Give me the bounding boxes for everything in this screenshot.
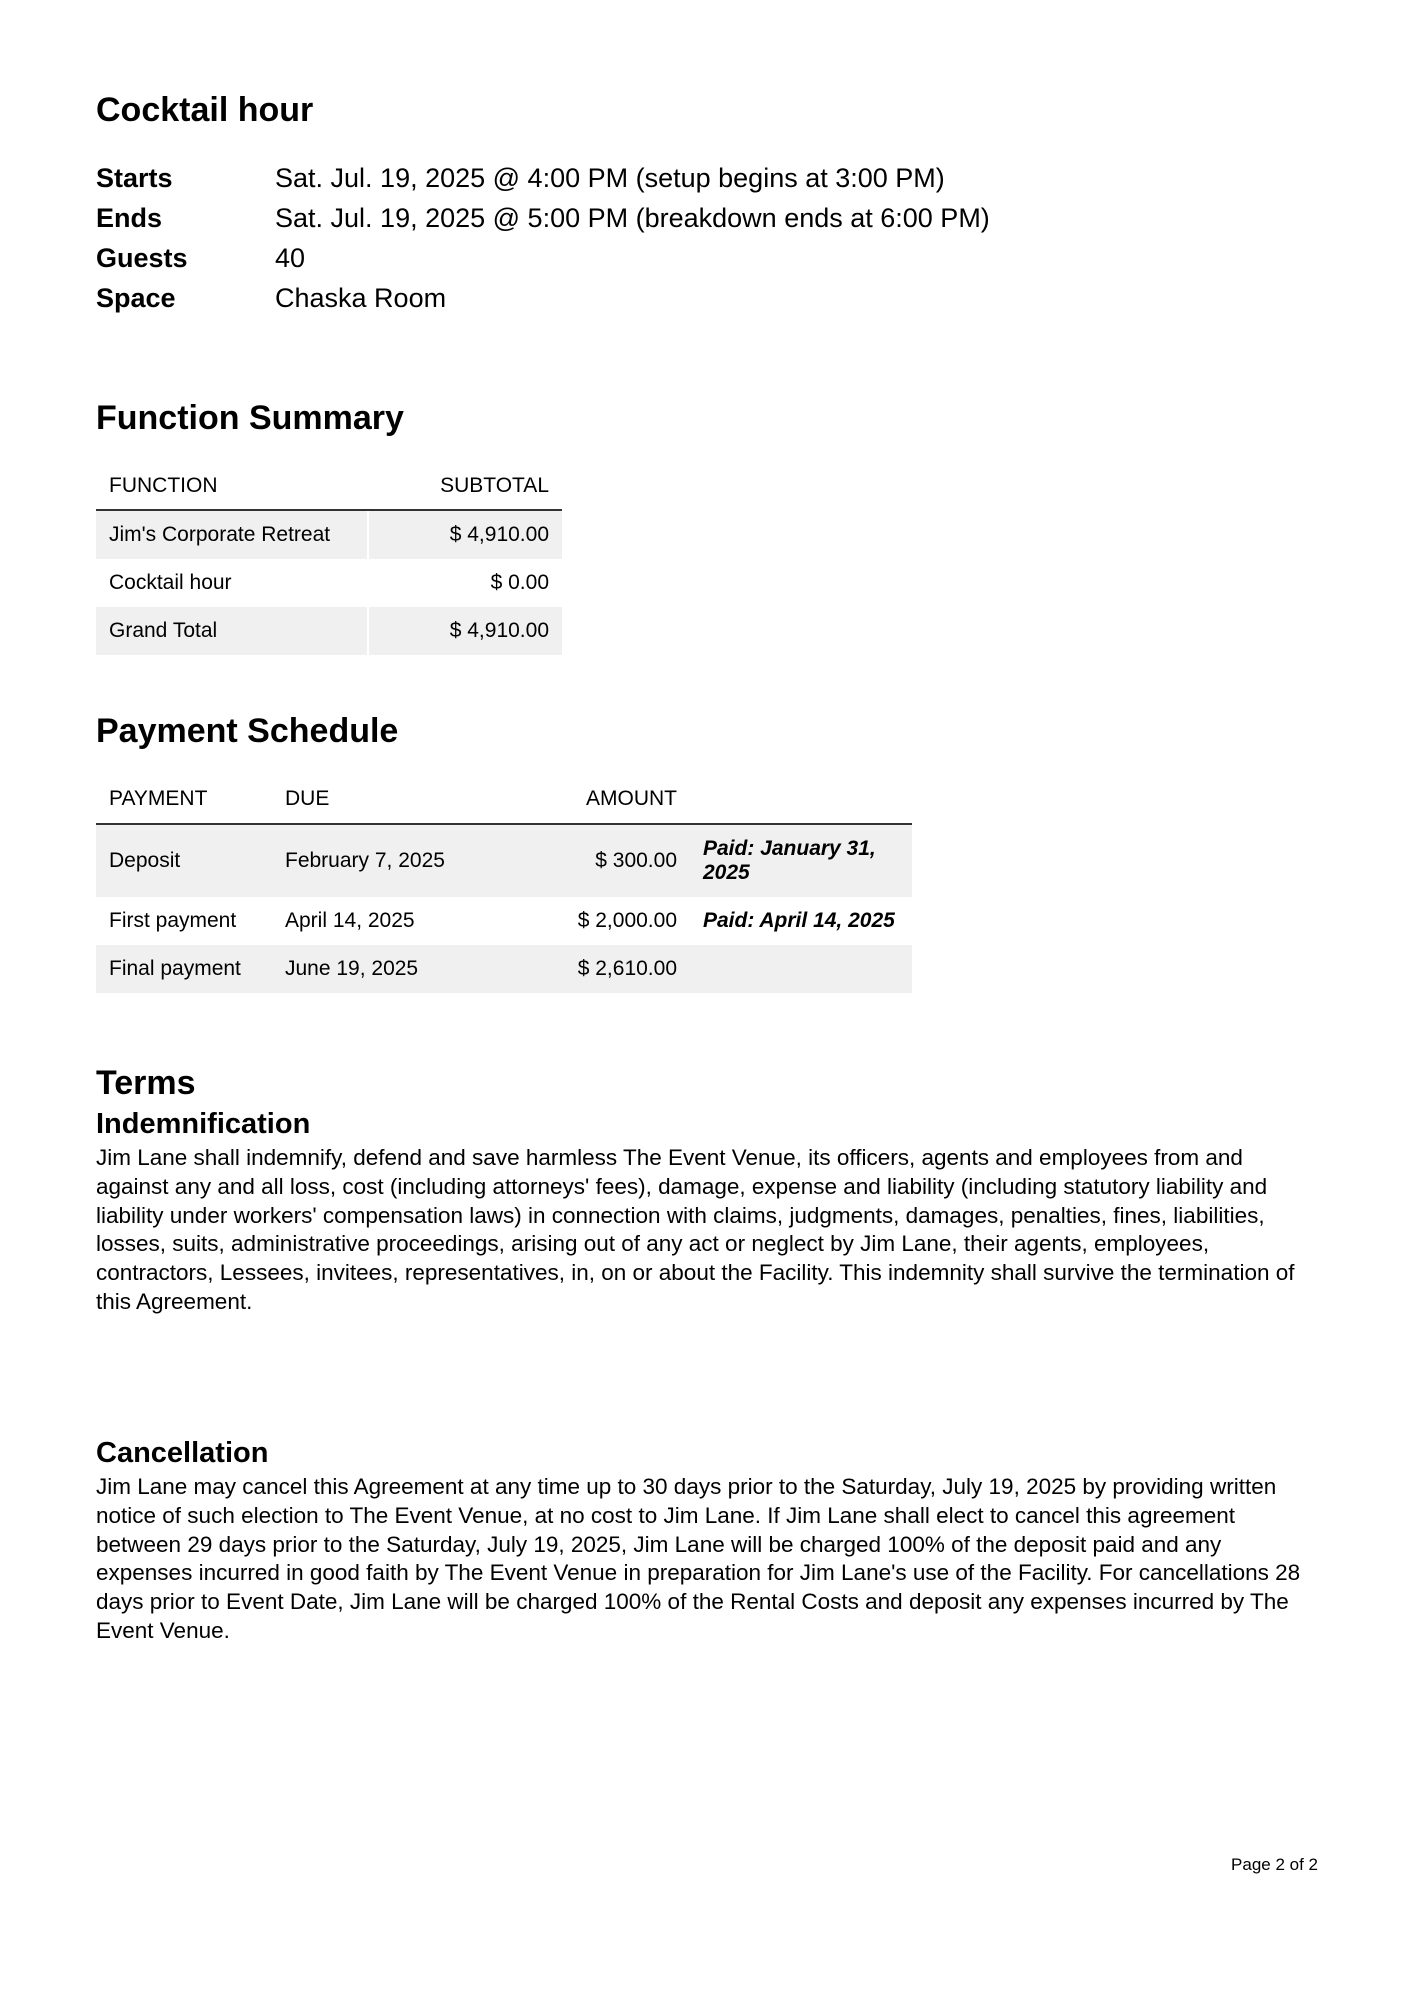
table-row <box>96 945 912 993</box>
paid-status-cell <box>690 945 912 993</box>
payment-schedule-title: Payment Schedule <box>96 712 399 750</box>
detail-value: Chaska Room <box>275 282 447 313</box>
column-header-status <box>690 774 912 824</box>
amount-cell: $ 2,610.00 <box>577 957 677 980</box>
event-details <box>96 158 990 318</box>
due-cell: June 19, 2025 <box>285 957 419 980</box>
detail-row-ends <box>96 198 990 238</box>
detail-value: Sat. Jul. 19, 2025 @ 4:00 PM (setup begins at 3:00 PM) <box>275 162 945 193</box>
function-summary-table <box>96 462 562 655</box>
table-row-grand-total <box>96 607 562 655</box>
table-row <box>96 897 912 945</box>
amount-cell: $ 300.00 <box>595 849 677 872</box>
detail-row-guests <box>96 238 990 278</box>
cancellation-title: Cancellation <box>96 1437 269 1469</box>
subtotal-cell: $ 4,910.00 <box>449 523 549 546</box>
function-cell: Grand Total <box>96 607 368 655</box>
due-cell: February 7, 2025 <box>285 849 445 872</box>
function-summary-title: Function Summary <box>96 399 404 437</box>
page-number: Page 2 of 2 <box>1231 1855 1318 1874</box>
detail-label: Starts <box>96 162 173 193</box>
subtotal-cell: $ 0.00 <box>490 571 549 594</box>
detail-label: Space <box>96 282 176 313</box>
table-row <box>96 824 912 897</box>
subtotal-cell: $ 4,910.00 <box>449 619 549 642</box>
detail-value: Sat. Jul. 19, 2025 @ 5:00 PM (breakdown ends at 6:00 PM) <box>275 202 990 233</box>
column-header-subtotal: SUBTOTAL <box>368 462 562 510</box>
table-header-row <box>96 774 912 824</box>
column-header-function: FUNCTION <box>96 462 368 510</box>
detail-value: 40 <box>275 242 306 273</box>
terms-title: Terms <box>96 1064 196 1102</box>
detail-row-space <box>96 278 990 318</box>
amount-cell: $ 2,000.00 <box>577 909 677 932</box>
cancellation-text: Jim Lane may cancel this Agreement at any time up to 30 days prior to the Saturday, July 19, 2025 by providing written notice of such election to The Event Venue, at no cost to Jim Lane. If Jim Lane shall elect to cancel this agreement between 29 days prior to the Saturday, July 19, 2025, Jim Lane will be charged 100% of the deposit paid and any expenses incurred in good faith by The Event Venue in preparation for Jim Lane's use of the Facility. For cancellations 28 days prior to Event Date, Jim Lane will be charged 100% of the Rental Costs and deposit any expenses incurred by The Event Venue. <box>96 1474 1301 1643</box>
detail-row-starts <box>96 158 990 198</box>
table-row <box>96 559 562 607</box>
function-cell: Jim's Corporate Retreat <box>96 510 368 559</box>
document-page <box>96 0 1318 2000</box>
paid-status-cell: Paid: April 14, 2025 <box>703 909 895 932</box>
indemnification-title: Indemnification <box>96 1108 311 1140</box>
paid-status-cell: Paid: January 31, 2025 <box>703 837 876 884</box>
payment-schedule-table <box>96 774 912 993</box>
table-header-row <box>96 462 562 510</box>
payment-cell: First payment <box>109 909 237 932</box>
column-header-due: DUE <box>272 774 524 824</box>
column-header-amount: AMOUNT <box>524 774 690 824</box>
indemnification-text: Jim Lane shall indemnify, defend and save harmless The Event Venue, its officers, agents and employees from and against any and all loss, cost (including attorneys' fees), damage, expense and liability (including statutory liability and liability under workers' compensation laws) in connection with claims, judgments, damages, penalties, fines, liabilities, losses, suits, administrative proceedings, arising out of any act or neglect by Jim Lane, their agents, employees, contractors, Lessees, invitees, representatives, in, on or about the Facility. This indemnity shall survive the termination of this Agreement. <box>96 1145 1295 1314</box>
column-header-payment: PAYMENT <box>96 774 272 824</box>
payment-cell: Final payment <box>109 957 241 980</box>
function-cell: Cocktail hour <box>109 571 232 594</box>
detail-label: Guests <box>96 242 188 273</box>
cocktail-hour-title: Cocktail hour <box>96 91 314 129</box>
payment-cell: Deposit <box>109 849 181 872</box>
detail-label: Ends <box>96 202 163 233</box>
table-row <box>96 510 562 559</box>
due-cell: April 14, 2025 <box>285 909 415 932</box>
